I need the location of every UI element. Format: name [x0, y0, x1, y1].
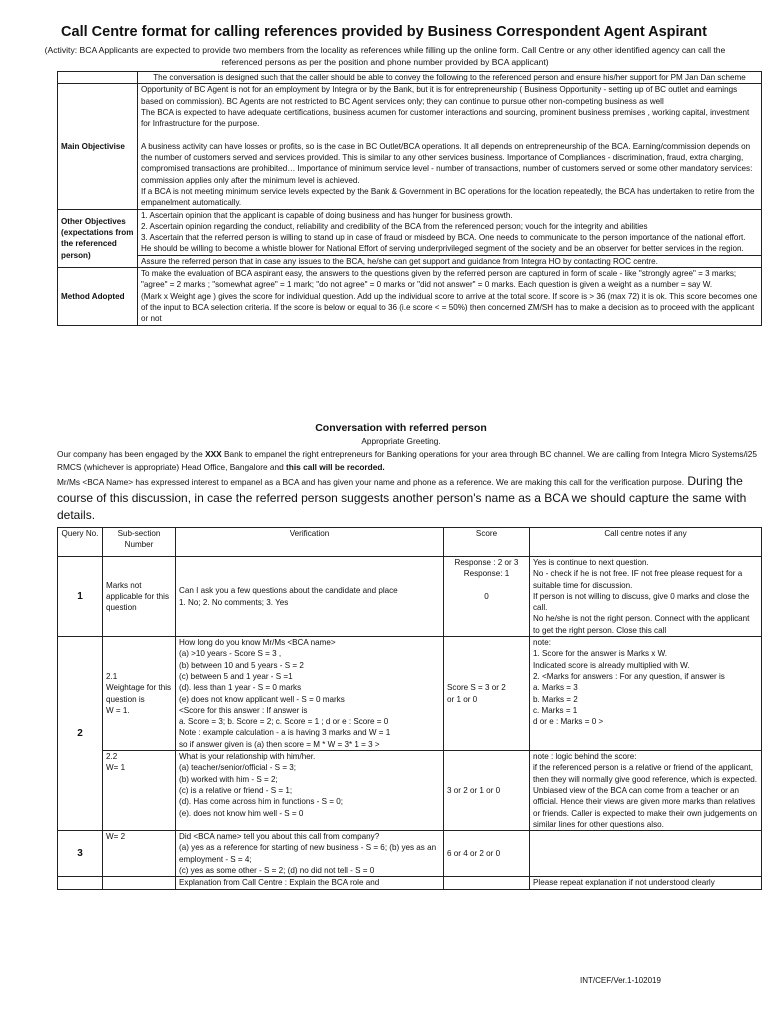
verification-cell: Can I ask you a few questions about the candidate and place 1. No; 2. No comments; 3. Yes [176, 557, 444, 637]
verification-cell: What is your relationship with him/her. (a) teacher/senior/official - S = 3; (b) worked with him - S = 2; (c) is a relative or friend - S = 1; (d). Has come across him in functions - S = 0; (e). does not know him well - S = 0 [176, 751, 444, 831]
main-objectives-text: Opportunity of BC Agent is not for an employment by Integra or by the Bank, but it is for entrepreneurship ( Business Opportunity - setting up of BC outlet and earnings based on commission). BC Agents are not restricted to BC Agent services only; they can continue to pursue other non-competing business as well The BCA is expected to have adequate certifications, business acumen for customer interactions and sourcing, prominent business premises , working capital, investment for Infrastructure for the purpose. A business activity can have losses or profits, so is the case in BC Outlet/BCA operations. It all depends on entrepreneurship of the BCA. Earning/commission depends on the number of customers served and services provided. This is similar to any other services business. Importance of Compliances - discrimination, fraud, extra charging, compromised transactions are prohibited… Importance of minimum service level - number of transactions, number of customers served or some other mandatory services: commission applies only after the minimum level is achieved. If a BCA is not meeting minimum service levels expected by the Bank & Government in BC operations for the location repeatedly, the BCA has undertaken to retire from the empanelment automatically. [138, 84, 762, 209]
notes-cell: Yes is continue to next question. No - check if he is not free. IF not free please request for a suitable time for discussion. If person is not willing to discuss, give 0 marks and close the call. No he/she is not the right person. Connect with the applicant to get the right person. Close this call [530, 557, 762, 637]
table-row [58, 751, 762, 831]
header-verification: Verification [176, 528, 444, 557]
intro-text-2-large: During the course of this discussion, in case the referred person suggests another person's name as a BCA we should capture the same with details. [57, 474, 747, 522]
other-objectives-text: 1. Ascertain opinion that the applicant is capable of doing business and has hunger for business growth. 2. Ascertain opinion regarding the conduct, reliability and credibility of the BCA from the referenced person; vouch for the integrity and abilities 3. Ascertain that the referred person is willing to stand up in case of fraud or misdeed by BCA. One needs to communicate to the person importance of the national effort. He should be willing to become a whistle blower for National Effort of serving underprivileged segment of the society and be an observer for better services in the region. [138, 209, 762, 255]
method-text: To make the evaluation of BCA aspirant easy, the answers to the questions given by the referred person are captured in form of scale - like "strongly agree" = 3 marks; "agree" = 2 marks ; "somewhat agree" = 1 mark; "do not agree" = 0 marks or "did not answer" = 0 marks. Each question is given a weight as a number = say W. (Mark x Weight age ) gives the score for individual question. Add up the individual score to arrive at the total score. If score is > 36 (max 72) it is ok. This score becomes one of the input to BCA selection criteria. If the score is below or equal to 36 (i.e score < = 50%) then concerned ZM/SH has to make a decision as to proceed with the applicant or not [138, 268, 762, 325]
score-cell: 6 or 4 or 2 or 0 [444, 831, 530, 877]
score-cell: Score S = 3 or 2 or 1 or 0 [444, 637, 530, 751]
method-label: Method Adopted [58, 268, 138, 325]
objectives-table [57, 71, 762, 326]
greeting-text: Appropriate Greeting. [361, 436, 441, 446]
query-number: 3 [58, 831, 103, 877]
empty-cell [58, 877, 103, 889]
intro-text-1a: Our company has been engaged by the [57, 449, 206, 459]
conversation-heading: Conversation with referred person [315, 422, 487, 434]
verification-cell: Did <BCA name> tell you about this call from company? (a) yes as a reference for starting of new business - S = 6; (b) yes as an employment - S = 4; (c) yes as some other - S = 2; (d) no did not tell - S = 0 [176, 831, 444, 877]
empty-cell [103, 877, 176, 889]
notes-cell [530, 831, 762, 877]
assure-text: Assure the referred person that in case any issues to the BCA, he/she can get support and guidance from Integra HO by contacting ROC centre. [138, 255, 762, 267]
query-number: 2 [58, 637, 103, 831]
query-table [57, 527, 762, 890]
subsection-cell: 2.1 Weightage for this question is W = 1. [103, 637, 176, 751]
header-query-no: Query No. [58, 528, 103, 557]
table-row [58, 637, 762, 751]
score-cell: Response : 2 or 3 Response: 1 0 [444, 557, 530, 637]
subsection-cell: 2.2 W= 1 [103, 751, 176, 831]
page-subtitle: (Activity: BCA Applicants are expected to provide two members from the locality as references while filling up the online form. Call Centre or any other identified agency can call the referenced persons as per the position and phone number provided by BCA applicant) [44, 45, 726, 67]
main-objectives-label: Main Objectivise [58, 84, 138, 209]
empty-cell [444, 877, 530, 889]
query-number: 1 [58, 557, 103, 637]
table-row [58, 557, 762, 637]
verification-cell: How long do you know Mr/Ms <BCA name> (a) >10 years - Score S = 3 , (b) between 10 and 5 years - S = 2 (c) between 5 and 1 year - S =1 (d). less than 1 year - S = 0 marks (e) does not know applicant well - S = 0 marks <Score for this answer : If answer is a. Score = 3; b. Score = 2; c. Score = 1 ; d or e : Score = 0 Note : example calculation - a is having 3 marks and W = 1 so if answer given is (a) then score = M * W = 3* 1 = 3 > [176, 637, 444, 751]
verification-cell: Explanation from Call Centre : Explain the BCA role and [176, 877, 444, 889]
recording-notice: this call will be recorded. [286, 461, 385, 472]
table-row [58, 877, 762, 889]
document-version: INT/CEF/Ver.1-102019 [580, 976, 661, 985]
empty-cell [58, 72, 138, 84]
bank-name: XXX [205, 449, 222, 459]
other-objectives-label: Other Objectives (expectations from the referenced person) [58, 209, 138, 267]
header-notes: Call centre notes if any [530, 528, 762, 557]
intro-text-2: Mr/Ms <BCA Name> has expressed interest to empanel as a BCA and has given your name and phone as a reference. We are making this call for the verification purpose. [57, 477, 685, 487]
intro-text-1b: Bank to empanel the right entrepreneurs for Banking operations for your area through BC channel. We are calling from Integra Micro Systems/i25 RMCS (whichever is appropriate) Head Office, Bangalore and [57, 449, 757, 472]
header-subsection: Sub-section Number [103, 528, 176, 557]
subsection-cell: Marks not applicable for this question [103, 557, 176, 637]
conversation-intro [57, 448, 762, 524]
notes-cell: note : logic behind the score: if the referenced person is a relative or friend of the applicant, then they will normally give good reference, which is expected. Unbiased view of the BCA can come from a teacher or an official. Hence their views are given more marks than relatives or friends. Caller is expected to make their own judgements on similar lines for other questions also. [530, 751, 762, 831]
header-score: Score [444, 528, 530, 557]
page-title: Call Centre format for calling references provided by Business Correspondent Agent Aspirant [61, 24, 707, 40]
objectives-intro: The conversation is designed such that the caller should be able to convey the following to the referenced person and ensure his/her support for PM Jan Dan scheme [138, 72, 762, 84]
score-cell: 3 or 2 or 1 or 0 [444, 751, 530, 831]
notes-cell: Please repeat explanation if not understood clearly [530, 877, 762, 889]
notes-cell: note: 1. Score for the answer is Marks x W. Indicated score is already multiplied with W. 2. <Marks for answers : For any question, if answer is a. Marks = 3 b. Marks = 2 c. Marks = 1 d or e : Marks = 0 > [530, 637, 762, 751]
table-row [58, 831, 762, 877]
subsection-cell: W= 2 [103, 831, 176, 877]
